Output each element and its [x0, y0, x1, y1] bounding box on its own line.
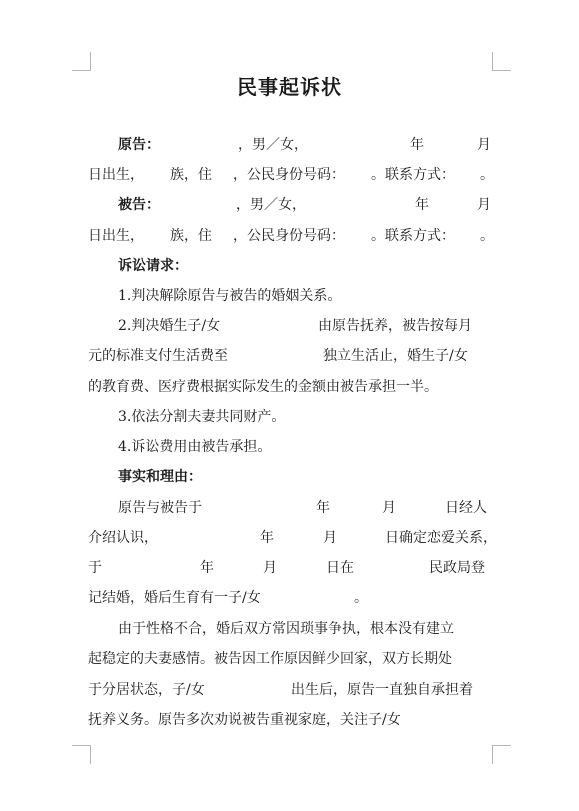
text-segment: 的教育费、医疗费根据实际发生的金额由被告承担一半。	[88, 379, 438, 395]
year-label: 年	[260, 530, 274, 546]
plaintiff-label: 原告：	[118, 137, 160, 153]
year-label: 年	[316, 500, 330, 516]
text-segment: 介绍认识，	[88, 530, 158, 546]
defendant-line-2	[88, 225, 494, 247]
text-segment: 日出生，	[88, 167, 144, 183]
year-label: 年	[200, 560, 214, 576]
facts-line-1	[88, 497, 491, 519]
text-segment: 日在	[326, 560, 354, 576]
page-margin-mark-top-left	[72, 52, 91, 71]
claim-1	[88, 285, 491, 307]
facts-line-2	[88, 527, 497, 549]
text-segment: 于分居状态，子/女	[88, 682, 205, 698]
facts-line-4	[88, 587, 491, 609]
text-segment: 记结婚，婚后生育有一子/女	[88, 590, 261, 606]
document-title: 民事起诉状	[237, 75, 342, 99]
section-heading: 事实和理由：	[118, 469, 202, 485]
text-segment: 族，住	[170, 228, 212, 244]
text-segment: 。联系方式：	[371, 167, 455, 183]
text-segment: 4.诉讼费用由被告承担。	[118, 439, 272, 455]
defendant-line-1	[88, 194, 491, 216]
facts-line-6	[88, 648, 491, 670]
facts-heading	[88, 466, 491, 488]
year-label: 年	[410, 137, 424, 153]
claim-2-line-2	[88, 345, 491, 367]
text-segment: 1.判决解除原告与被告的婚姻关系。	[118, 288, 342, 304]
plaintiff-line-1	[88, 134, 491, 156]
month-label: 月	[263, 560, 277, 576]
page-margin-mark-bottom-right	[492, 745, 511, 764]
text-segment: 。	[480, 228, 494, 244]
month-label: 月	[323, 530, 337, 546]
facts-line-3	[88, 557, 491, 579]
text-segment: 起稳定的夫妻感情。被告因工作原因鲜少回家，双方长期处	[88, 651, 452, 667]
text-segment: 日经人	[445, 500, 487, 516]
year-label: 年	[415, 197, 429, 213]
text-segment: 。联系方式：	[371, 228, 455, 244]
month-label: 月	[477, 137, 491, 153]
text-segment: 3.依法分割夫妻共同财产。	[118, 409, 286, 425]
text-segment: 。	[354, 590, 368, 606]
text-segment: 2.判决婚生子/女	[118, 318, 221, 334]
text-segment: 日出生，	[88, 228, 144, 244]
text-segment: ，男／女，	[236, 197, 306, 213]
claim-2-line-1	[88, 315, 491, 337]
text-segment: 于	[88, 560, 102, 576]
text-segment: 。	[480, 167, 494, 183]
section-heading: 诉讼请求：	[118, 258, 188, 274]
month-label: 月	[477, 197, 491, 213]
text-segment: 由于性格不合，婚后双方常因琐事争执，根本没有建立	[118, 621, 454, 637]
text-segment: 由原告抚养，被告按每月	[318, 318, 472, 334]
claim-4	[88, 436, 491, 458]
claim-3	[88, 406, 491, 428]
text-segment: 出生后，原告一直独自承担着	[291, 682, 473, 698]
page-margin-mark-top-right	[492, 52, 511, 71]
month-label: 月	[382, 500, 396, 516]
defendant-label: 被告：	[118, 197, 160, 213]
page-margin-mark-bottom-left	[72, 745, 91, 764]
facts-line-8	[88, 709, 491, 731]
claims-heading	[88, 255, 491, 277]
text-segment: 独立生活止，婚生子/女	[323, 348, 468, 364]
text-segment: ，公民身份号码：	[233, 167, 345, 183]
text-segment: 元的标准支付生活费至	[88, 348, 228, 364]
text-segment: 民政局登	[429, 560, 485, 576]
text-segment: 原告与被告于	[118, 500, 202, 516]
text-segment: ，公民身份号码：	[233, 228, 345, 244]
text-segment: 日确定恋爱关系，	[385, 530, 497, 546]
text-segment: ，男／女，	[238, 137, 308, 153]
facts-line-7	[88, 679, 491, 701]
facts-line-5	[88, 618, 491, 640]
text-segment: 抚养义务。原告多次劝说被告重视家庭，关注子/女	[88, 712, 401, 728]
plaintiff-line-2	[88, 164, 494, 186]
text-segment: 族，住	[170, 167, 212, 183]
claim-2-line-3	[88, 376, 491, 398]
